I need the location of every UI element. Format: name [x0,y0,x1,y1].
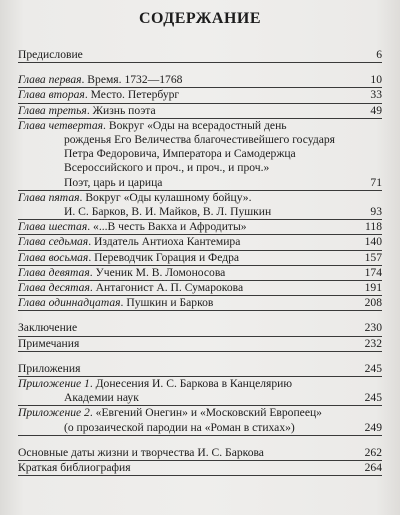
toc-entry-line: . «...В честь Вакха и Афродиты» [87,220,247,234]
toc-entry-line: Поэт, царь и царица [64,175,163,189]
toc-entry-page: 71 [370,175,382,189]
toc-entry-chapter [18,266,382,281]
toc-entry-prefix: Приложение 2 [18,406,90,420]
toc-entry-line: . Время. 1732—1768 [81,73,183,87]
toc-entry-prefix: Глава пятая [18,190,80,204]
toc-entry-prefix: Глава четвертая [18,118,104,132]
toc-entry-prefix: Глава шестая [18,220,88,234]
toc-entry-label: Краткая библиография [18,461,131,475]
toc-entry-page: 6 [376,48,382,61]
toc-entry-page: 118 [365,220,382,234]
toc-entry-chapter [18,220,382,235]
toc-entry-line: . Издатель Антиоха Кантемира [88,235,241,249]
toc-entry-page: 264 [364,461,382,475]
toc-entry-line: . Место. Петербург [84,88,180,102]
toc-entry-line: Всероссийского и проч., и проч., и проч.» [64,161,270,175]
toc-entry-chapter [18,235,382,250]
toc-entry-page: 93 [370,205,382,219]
toc-entry-page: 245 [364,361,382,375]
toc-entry-prefix: Глава вторая [18,88,85,102]
toc-entry-line: Академии наук [64,391,139,405]
toc-entry-label [18,406,382,434]
toc-entry-line: . Переводчик Горация и Федра [88,250,240,264]
toc-entry-chapter [18,88,382,103]
toc-entry-prefix: Глава первая [18,73,82,87]
toc-entry-prefix: Глава девятая [18,265,90,279]
toc-entry-label [18,251,382,265]
toc-entry-label: Приложения [18,361,81,375]
toc-entry-preface [18,48,382,63]
toc-entry-line: . Вокруг «Оды на всерадостный день [103,118,287,132]
toc-entry-page: 140 [364,235,382,249]
toc-entry-chapter [18,119,382,191]
toc-entry-prefix: Глава третья [18,103,87,117]
toc-entry-page: 49 [370,103,382,117]
toc-entry-label: Основные даты жизни и творчества И. С. Баркова [18,445,264,459]
toc-entry-conclusion [18,321,382,336]
toc-entry-line: . Ученик М. В. Ломоносова [89,265,226,279]
toc-entry-line: . Вокруг «Оды кулашному бойцу». [79,190,252,204]
toc-entry-page: 191 [364,281,382,295]
toc-entry-label [18,104,382,118]
toc-entry-prefix: Глава седьмая [18,235,89,249]
toc-entry-label [18,88,382,102]
toc-entry-label [18,377,382,405]
toc-entry-line: рожденья Его Величества благочестивейшего государя [64,133,336,147]
chapter-list [18,73,382,311]
toc-entry-label [18,235,382,249]
toc-entry-label [18,119,382,190]
toc-entry-label [18,281,382,295]
toc-entry-line: . Пушкин и Барков [120,296,214,310]
toc-entry-prefix: Приложение 1 [18,377,90,391]
toc-entry-label [18,220,382,234]
toc-entry-page: 174 [364,265,382,279]
toc-entry-prefix: Глава одиннадцатая [18,296,121,310]
toc-entry-line: Петра Федоровича, Императора и Самодержца [64,147,296,161]
toc-entry-page: 33 [370,88,382,102]
toc-entry-bibliography [18,461,382,476]
toc-entry-appendices [18,362,382,377]
toc-entry-page: 157 [364,250,382,264]
toc-entry-page: 249 [364,420,382,434]
toc-entry-label: Примечания [18,336,80,350]
toc-entry-line: . Жизнь поэта [86,103,156,117]
toc-entry-page: 230 [364,321,382,335]
toc-entry-page: 10 [370,73,382,87]
toc-entry-chapter [18,73,382,88]
toc-entry-line: . Донесения И. С. Баркова в Канцелярию [89,377,292,391]
page-title: СОДЕРЖАНИЕ [138,10,262,27]
appendix-list [18,377,382,436]
table-of-contents [18,48,382,476]
toc-entry-dates [18,446,382,461]
toc-entry-chapter [18,296,382,311]
toc-entry-page: 245 [364,391,382,405]
toc-entry-page: 262 [364,445,382,459]
toc-entry-label [18,266,382,280]
toc-entry-label [18,73,382,87]
toc-entry-chapter [18,191,382,220]
toc-entry-chapter [18,281,382,296]
toc-entry-page: 208 [364,296,382,310]
toc-entry-label [18,296,382,310]
toc-entry-prefix: Глава восьмая [18,250,89,264]
toc-entry-chapter [18,251,382,266]
toc-entry-line: . «Евгений Онегин» и «Московский Европеец» [89,406,322,420]
toc-entry-prefix: Глава десятая [18,281,90,295]
toc-entry-chapter [18,104,382,119]
toc-entry-appendix [18,406,382,435]
toc-entry-appendix [18,377,382,406]
toc-entry-line: (о прозаической пародии на «Роман в стихах») [64,420,295,434]
toc-entry-label: Предисловие [18,48,83,61]
toc-entry-line: . Антагонист А. П. Сумарокова [89,281,244,295]
toc-entry-label: Заключение [18,321,78,335]
toc-entry-notes [18,337,382,352]
toc-entry-line: И. С. Барков, В. И. Майков, В. Л. Пушкин [64,205,272,219]
toc-entry-page: 232 [364,336,382,350]
toc-entry-label [18,191,382,219]
